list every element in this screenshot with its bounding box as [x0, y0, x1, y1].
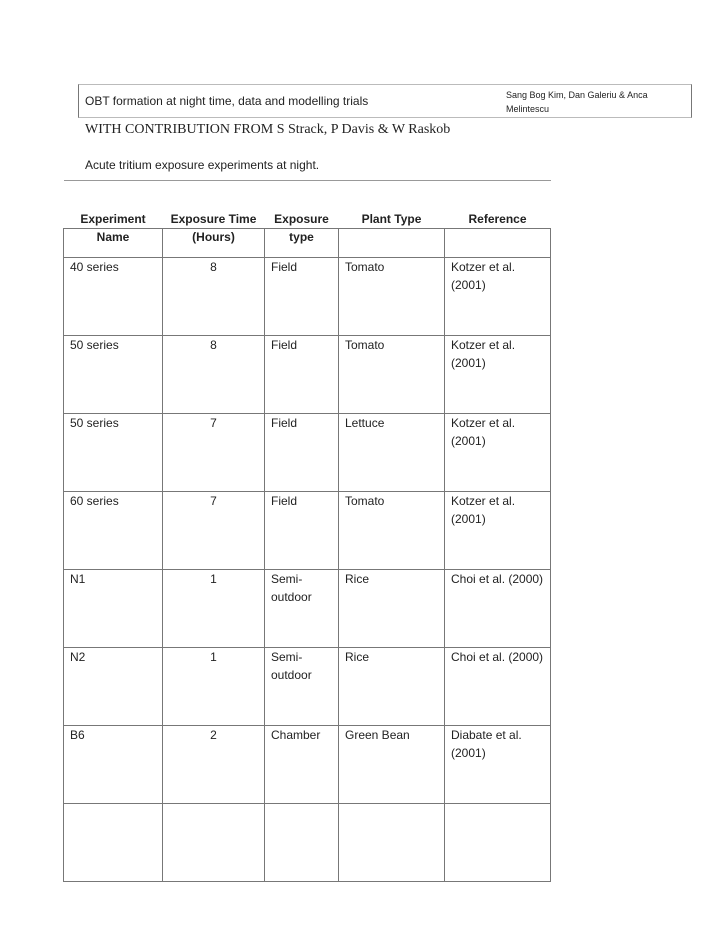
- authors: Sang Bog Kim, Dan Galeriu & Anca Melintescu: [506, 90, 648, 114]
- cell-exposure-time: 7: [163, 492, 265, 570]
- header-type: type: [265, 229, 339, 258]
- running-header: [78, 84, 692, 118]
- header-plant-type: Plant Type: [361, 212, 422, 226]
- cell-exposure-type: Field: [265, 258, 339, 336]
- cell-reference: Kotzer et al. (2001): [445, 336, 551, 414]
- cell-exposure-time: 1: [163, 570, 265, 648]
- header-blank-ref: [445, 229, 551, 258]
- cell-exposure-type: Semi-outdoor: [265, 648, 339, 726]
- header-exposure-time: Exposure Time: [170, 212, 257, 226]
- cell-experiment-name: 40 series: [64, 258, 163, 336]
- cell-exposure-type: Chamber: [265, 726, 339, 804]
- contribution-line: WITH CONTRIBUTION FROM S Strack, P Davis & W Raskob: [85, 122, 451, 137]
- cell-plant-type: Rice: [339, 648, 445, 726]
- cell-experiment-name: N2: [64, 648, 163, 726]
- cell-reference: Kotzer et al. (2001): [445, 258, 551, 336]
- header-exposure: Exposure: [274, 212, 329, 226]
- cell-plant-type: Lettuce: [339, 414, 445, 492]
- document-title: OBT formation at night time, data and modelling trials: [85, 94, 369, 108]
- table-row: [64, 648, 551, 726]
- cell-plant-type: [339, 804, 445, 882]
- cell-plant-type: Rice: [339, 570, 445, 648]
- table-row: [64, 570, 551, 648]
- experiments-table-container: [63, 210, 551, 882]
- table-body: [64, 258, 551, 882]
- cell-exposure-time: 7: [163, 414, 265, 492]
- table-row: [64, 336, 551, 414]
- cell-reference: Kotzer et al. (2001): [445, 492, 551, 570]
- cell-reference: Choi et al. (2000): [445, 648, 551, 726]
- cell-reference: Choi et al. (2000): [445, 570, 551, 648]
- cell-exposure-type: Semi-outdoor: [265, 570, 339, 648]
- table-row: [64, 414, 551, 492]
- cell-plant-type: Green Bean: [339, 726, 445, 804]
- cell-reference: [445, 804, 551, 882]
- table-row: [64, 258, 551, 336]
- cell-plant-type: Tomato: [339, 258, 445, 336]
- cell-experiment-name: 50 series: [64, 336, 163, 414]
- header-experiment: Experiment: [80, 212, 146, 226]
- table-row: [64, 492, 551, 570]
- header-hours: (Hours): [163, 229, 265, 258]
- cell-exposure-type: Field: [265, 336, 339, 414]
- table-row: [64, 726, 551, 804]
- cell-experiment-name: N1: [64, 570, 163, 648]
- cell-experiment-name: [64, 804, 163, 882]
- table-row: [64, 804, 551, 882]
- cell-exposure-time: 1: [163, 648, 265, 726]
- cell-exposure-time: [163, 804, 265, 882]
- experiments-table: [63, 210, 551, 882]
- cell-exposure-type: Field: [265, 414, 339, 492]
- divider: [64, 180, 551, 181]
- cell-plant-type: Tomato: [339, 492, 445, 570]
- header-reference: Reference: [468, 212, 527, 226]
- header-row-top: [64, 210, 551, 229]
- cell-exposure-type: [265, 804, 339, 882]
- cell-experiment-name: B6: [64, 726, 163, 804]
- cell-experiment-name: 60 series: [64, 492, 163, 570]
- cell-plant-type: Tomato: [339, 336, 445, 414]
- cell-exposure-type: Field: [265, 492, 339, 570]
- header-name: Name: [64, 229, 163, 258]
- cell-exposure-time: 8: [163, 336, 265, 414]
- cell-exposure-time: 8: [163, 258, 265, 336]
- header-blank-plant: [339, 229, 445, 258]
- cell-reference: Diabate et al. (2001): [445, 726, 551, 804]
- cell-experiment-name: 50 series: [64, 414, 163, 492]
- intro-text: Acute tritium exposure experiments at night.: [85, 158, 320, 172]
- cell-exposure-time: 2: [163, 726, 265, 804]
- header-row-bottom: [64, 229, 551, 258]
- cell-reference: Kotzer et al. (2001): [445, 414, 551, 492]
